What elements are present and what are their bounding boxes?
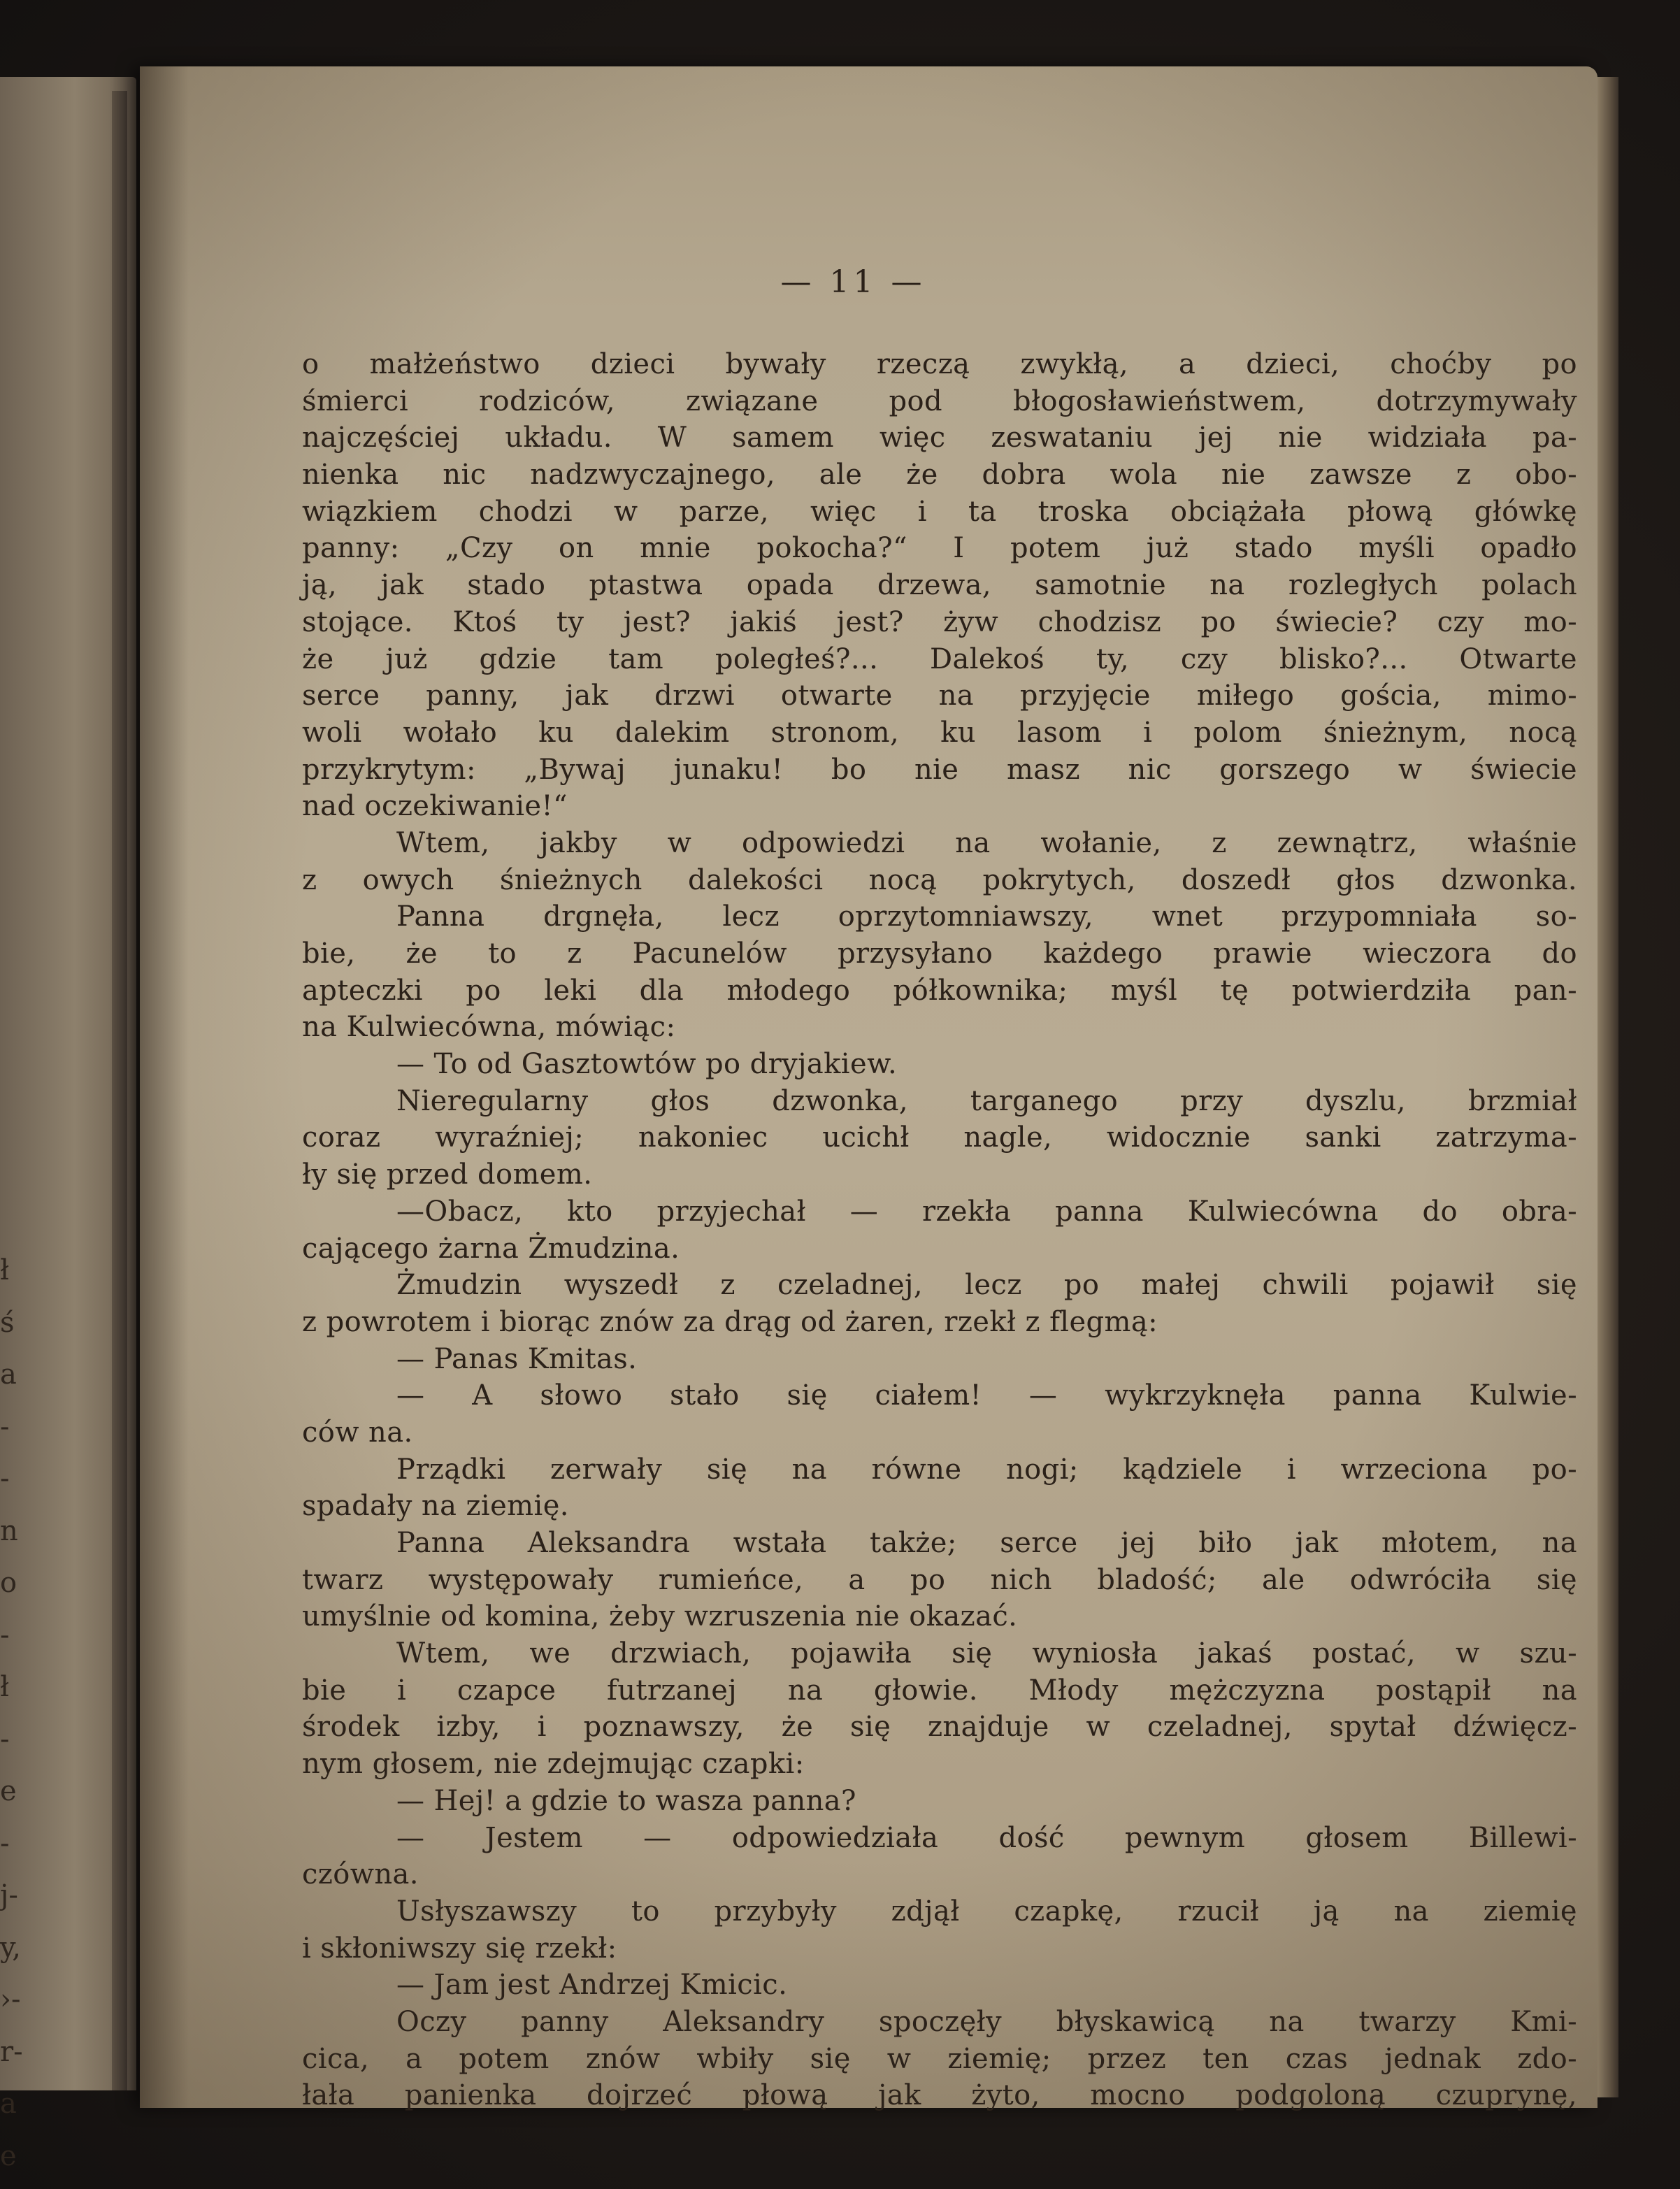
text-line: — To od Gasztowtów po dryjakiew. bbox=[396, 1048, 898, 1081]
page-body-text bbox=[302, 346, 1577, 2114]
previous-page-glyph: - bbox=[0, 1827, 10, 1860]
text-line: Wtem, jakby w odpowiedzi na wołanie, z zewnątrz, właśnie bbox=[396, 826, 1577, 859]
text-line: spadały na ziemię. bbox=[302, 1490, 569, 1523]
previous-page-glyph: a bbox=[0, 2088, 17, 2120]
text-line: ły się przed domem. bbox=[302, 1158, 593, 1191]
text-line: nad oczekiwanie!“ bbox=[302, 790, 568, 823]
text-line: umyślnie od komina, żeby wzruszenia nie okazać. bbox=[302, 1600, 1018, 1633]
previous-page-glyph: ł bbox=[0, 1254, 9, 1286]
previous-page-glyph: - bbox=[0, 1463, 10, 1495]
previous-page-glyph: - bbox=[0, 1723, 10, 1756]
previous-page-glyph: - bbox=[0, 1619, 10, 1651]
text-line: bie i czapce futrzanej na głowie. Młody mężczyzna postąpił na bbox=[302, 1674, 1577, 1707]
text-line: — Jam jest Andrzej Kmicic. bbox=[396, 1969, 788, 2002]
previous-page-glyph: o bbox=[0, 1567, 17, 1599]
previous-page-text-fragments bbox=[0, 1244, 23, 2182]
text-line: łała panienka dojrzeć płową jak żyto, mocno podgoloną czuprynę, bbox=[302, 2079, 1577, 2112]
text-line: bie, że to z Pacunelów przysyłano każdego prawie wieczora do bbox=[302, 938, 1577, 970]
text-line: stojące. Ktoś ty jest? jakiś jest? żyw chodzisz po świecie? czy mo- bbox=[302, 605, 1577, 638]
previous-page-glyph: j- bbox=[0, 1879, 18, 1911]
text-line: cającego żarna Żmudzina. bbox=[302, 1232, 680, 1265]
text-line: przykrytym: „Bywaj junaku! bo nie masz nic gorszego w świecie bbox=[302, 753, 1577, 786]
text-line: serce panny, jak drzwi otwarte na przyjęcie miłego gościa, mimo- bbox=[302, 680, 1577, 712]
text-line: — Panas Kmitas. bbox=[396, 1342, 638, 1375]
text-line: ców na. bbox=[302, 1416, 413, 1449]
previous-page-glyph: a bbox=[0, 1358, 17, 1391]
gutter-shadow bbox=[140, 66, 189, 2108]
text-line: wiązkiem chodzi w parze, więc i ta troska obciążała płową główkę bbox=[302, 495, 1577, 528]
previous-page-glyph: e bbox=[0, 1775, 17, 1807]
text-line: ją, jak stado ptastwa opada drzewa, samotnie na rozległych polach bbox=[302, 569, 1577, 602]
text-line: — Hej! a gdzie to wasza panna? bbox=[396, 1784, 856, 1817]
book-page bbox=[140, 66, 1598, 2112]
text-line: —Obacz, kto przyjechał — rzekła panna Kulwiecówna do obra- bbox=[396, 1195, 1577, 1228]
text-line: nym głosem, nie zdejmując czapki: bbox=[302, 1748, 805, 1781]
text-line: — Jestem — odpowiedziała dość pewnym głosem Billewi- bbox=[396, 1821, 1577, 1854]
text-line: z powrotem i biorąc znów za drąg od żaren, rzekł z flegmą: bbox=[302, 1305, 1158, 1338]
page-block-edge bbox=[1598, 77, 1618, 2097]
text-line: na Kulwiecówna, mówiąc: bbox=[302, 1011, 676, 1044]
previous-page-glyph: ›- bbox=[0, 1983, 21, 2016]
text-line: że już gdzie tam poległeś?... Dalekoś ty, czy blisko?... Otwarte bbox=[302, 643, 1577, 675]
text-line: Prządki zerwały się na równe nogi; kądziele i wrzeciona po- bbox=[396, 1453, 1577, 1486]
text-line: woli wołało ku dalekim stronom, ku lasom i polom śnieżnym, nocą bbox=[302, 716, 1577, 749]
text-line: środek izby, i poznawszy, że się znajduje w czeladnej, spytał dźwięcz- bbox=[302, 1711, 1577, 1744]
previous-page-glyph: - bbox=[0, 1410, 10, 1443]
text-line: coraz wyraźniej; nakoniec ucichł nagle, widocznie sanki zatrzyma- bbox=[302, 1121, 1577, 1154]
text-line: Panna Aleksandra wstała także; serce jej biło jak młotem, na bbox=[396, 1527, 1577, 1559]
previous-page-glyph: ś bbox=[0, 1306, 15, 1339]
text-line: Żmudzin wyszedł z czeladnej, lecz po małej chwili pojawił się bbox=[396, 1269, 1577, 1302]
text-line: cica, a potem znów wbiły się w ziemię; przez ten czas jednak zdo- bbox=[302, 2042, 1577, 2075]
previous-page-glyph: y, bbox=[0, 1931, 21, 1964]
previous-page-glyph: e bbox=[0, 2139, 17, 2172]
previous-page-glyph: n bbox=[0, 1514, 18, 1547]
text-line: Usłyszawszy to przybyły zdjął czapkę, rzucił ją na ziemię bbox=[396, 1895, 1577, 1928]
text-line: twarz występowały rumieńce, a po nich bladość; ale odwróciła się bbox=[302, 1563, 1577, 1596]
text-line: Wtem, we drzwiach, pojawiła się wyniosła jakaś postać, w szu- bbox=[396, 1637, 1577, 1670]
previous-page-glyph: r- bbox=[0, 2035, 23, 2068]
previous-page-edge bbox=[112, 91, 127, 2090]
text-line: czówna. bbox=[302, 1858, 419, 1891]
text-line: z owych śnieżnych dalekości nocą pokrytych, doszedł głos dzwonka. bbox=[302, 863, 1577, 896]
text-line: Panna drgnęła, lecz oprzytomniawszy, wnet przypomniała so- bbox=[396, 900, 1577, 933]
text-line: nienka nic nadzwyczajnego, ale że dobra wola nie zawsze z obo- bbox=[302, 459, 1577, 491]
text-line: Oczy panny Aleksandry spoczęły błyskawicą na twarzy Kmi- bbox=[396, 2005, 1577, 2038]
text-line: o małżeństwo dzieci bywały rzeczą zwykłą, a dzieci, choćby po bbox=[302, 348, 1577, 380]
page-number: — 11 — bbox=[780, 264, 926, 300]
text-line: śmierci rodziców, związane pod błogosławieństwem, dotrzymywały bbox=[302, 385, 1577, 417]
text-line: Nieregularny głos dzwonka, targanego przy dyszlu, brzmiał bbox=[396, 1084, 1577, 1117]
text-line: najczęściej układu. W samem więc zeswataniu jej nie widziała pa- bbox=[302, 422, 1577, 454]
text-line: panny: „Czy on mnie pokocha?“ I potem już stado myśli opadło bbox=[302, 532, 1577, 565]
text-line: i skłoniwszy się rzekł: bbox=[302, 1932, 617, 1965]
previous-page-glyph: ł bbox=[0, 1671, 9, 1703]
text-line: — A słowo stało się ciałem! — wykrzyknęła panna Kulwie- bbox=[396, 1379, 1577, 1412]
text-line: apteczki po leki dla młodego półkownika; myśl tę potwierdziła pan- bbox=[302, 974, 1577, 1007]
